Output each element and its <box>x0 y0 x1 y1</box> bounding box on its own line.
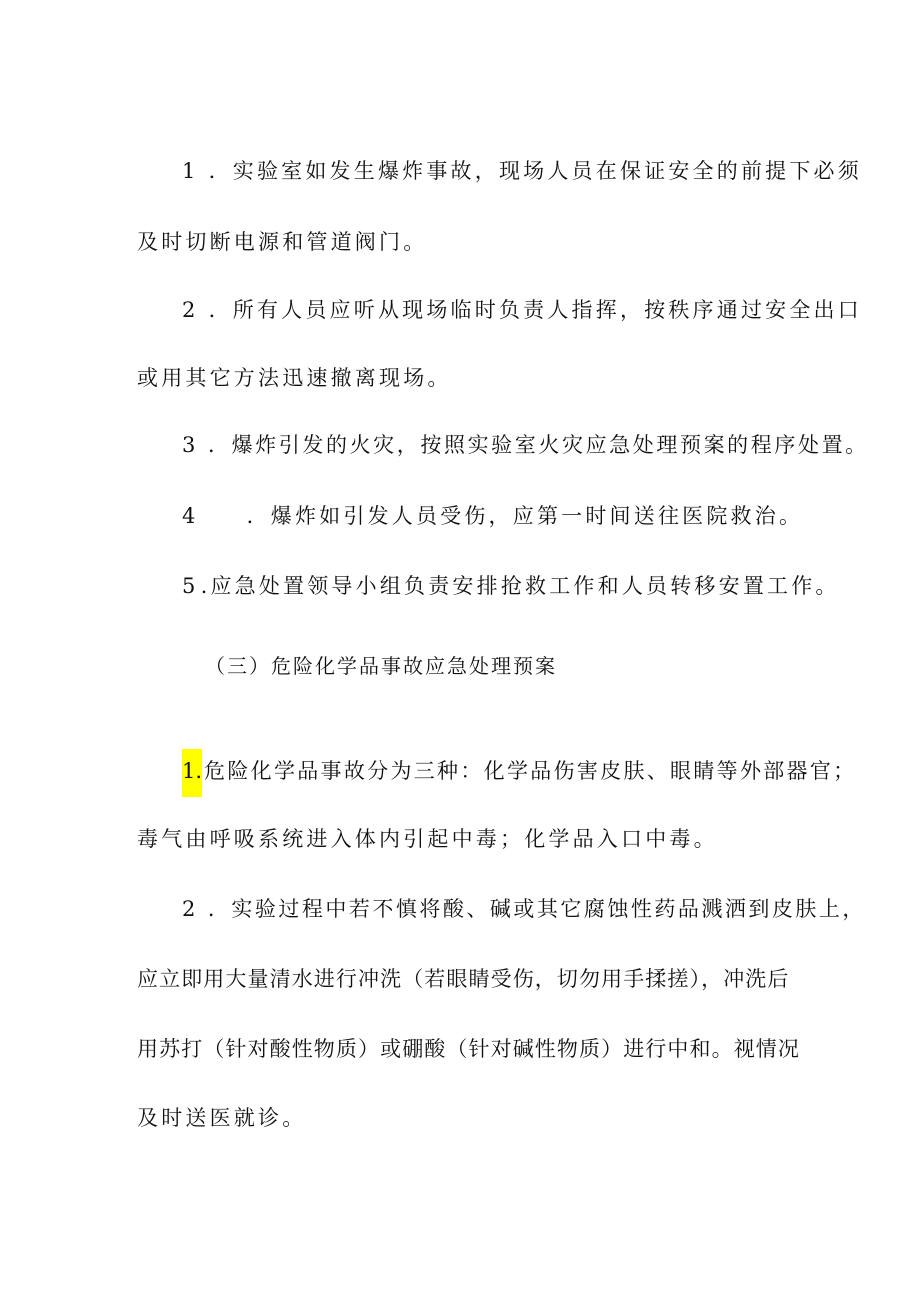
item-number: 2 <box>182 897 198 921</box>
line-text: ．爆炸引发的火灾，按照实验室火灾应急处理预案的程序处置。 <box>207 433 869 457</box>
paragraph-line <box>182 431 869 459</box>
paragraph-line <box>182 502 803 530</box>
line-text: （三）危险化学品事故应急处理预案 <box>205 654 557 678</box>
paragraph-line <box>137 1104 306 1132</box>
paragraph-line <box>137 825 718 853</box>
line-text: 及时送医就诊。 <box>137 1106 307 1130</box>
highlighted-item-number: 1. <box>182 749 202 797</box>
paragraph-line <box>182 895 866 923</box>
line-text: 危险化学品事故分为三种：化学品伤害皮肤、眼睛等外部器官； <box>204 759 857 783</box>
section-heading <box>205 652 557 680</box>
line-text: ．实验过程中若不慎将酸、碱或其它腐蚀性药品溅洒到皮肤上， <box>207 897 866 921</box>
paragraph-line <box>182 757 856 797</box>
paragraph-line <box>182 572 840 600</box>
item-number: 5 <box>182 574 199 598</box>
line-text: ．所有人员应听从现场临时负责人指挥，按秩序通过安全出口 <box>208 298 862 322</box>
paragraph-line <box>137 1035 800 1063</box>
paragraph-line <box>137 965 790 993</box>
line-text: 应立即用大量清水进行冲洗（若眼睛受伤，切勿用手揉搓），冲洗后 <box>137 967 790 991</box>
line-text: ．实验室如发生爆炸事故，现场人员在保证安全的前提下必须 <box>208 159 862 183</box>
line-text: 及时切断电源和管道阀门。 <box>137 230 428 254</box>
item-number: 4 <box>182 504 199 528</box>
paragraph-line <box>182 296 862 324</box>
paragraph-line <box>182 157 862 185</box>
item-number: 1 <box>182 159 199 183</box>
line-text: .应急处置领导小组负责安排抢救工作和人员转移安置工作。 <box>200 574 840 598</box>
item-number: 3 <box>182 433 198 457</box>
line-text: 用苏打（针对酸性物质）或硼酸（针对碱性物质）进行中和。视情况 <box>137 1037 800 1061</box>
line-text: 或用其它方法迅速撤离现场。 <box>137 366 452 390</box>
paragraph-line <box>137 364 452 392</box>
paragraph-line <box>137 228 427 256</box>
item-number: 2 <box>182 298 199 322</box>
line-text: 毒气由呼吸系统进入体内引起中毒；化学品入口中毒。 <box>137 827 718 851</box>
line-text: ．爆炸如引发人员受伤，应第一时间送往医院救治。 <box>246 504 804 528</box>
